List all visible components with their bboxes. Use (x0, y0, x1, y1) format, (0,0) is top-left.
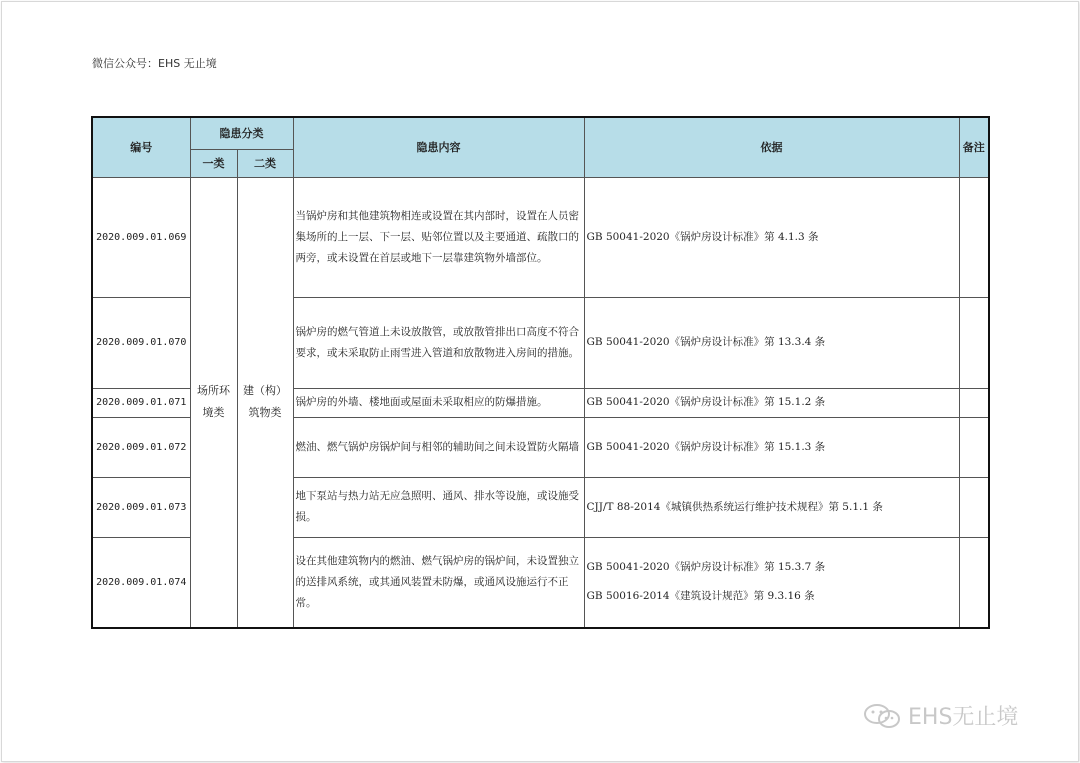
row-code: 2020.009.01.071 (92, 388, 190, 417)
row-content: 锅炉房的外墙、楼地面或屋面未采取相应的防爆措施。 (293, 388, 584, 417)
header-cat2: 二类 (237, 149, 293, 177)
row-content: 地下泵站与热力站无应急照明、通风、排水等设施，或设施受损。 (293, 477, 584, 537)
row-content: 燃油、燃气锅炉房锅炉间与相邻的辅助间之间未设置防火隔墙 (293, 417, 584, 477)
row-basis: GB 50041-2020《锅炉房设计标准》第 15.1.3 条 (584, 417, 959, 477)
row-content: 设在其他建筑物内的燃油、燃气锅炉房的锅炉间，未设置独立的送排风系统，或其通风装置未防爆，或通风设施运行不正常。 (293, 537, 584, 628)
watermark-text: EHS无止境 (908, 705, 1019, 730)
category-level2: 建（构）筑物类 (237, 177, 293, 628)
header-content: 隐患内容 (293, 117, 584, 177)
wechat-icon (862, 702, 902, 730)
row-code: 2020.009.01.072 (92, 417, 190, 477)
row-basis: CJJ/T 88-2014《城镇供热系统运行维护技术规程》第 5.1.1 条 (584, 477, 959, 537)
row-code: 2020.009.01.070 (92, 297, 190, 388)
header-category: 隐患分类 (190, 117, 293, 149)
row-basis: GB 50041-2020《锅炉房设计标准》第 13.3.4 条 (584, 297, 959, 388)
header-cat1: 一类 (190, 149, 237, 177)
row-remark (959, 177, 989, 297)
table-row (92, 177, 989, 297)
watermark (862, 700, 1018, 731)
row-basis: GB 50041-2020《锅炉房设计标准》第 4.1.3 条 (584, 177, 959, 297)
row-remark (959, 477, 989, 537)
row-basis: GB 50041-2020《锅炉房设计标准》第 15.1.2 条 (584, 388, 959, 417)
header-code: 编号 (92, 117, 190, 177)
row-code: 2020.009.01.073 (92, 477, 190, 537)
row-basis: GB 50041-2020《锅炉房设计标准》第 15.3.7 条 GB 50016-2014《建筑设计规范》第 9.3.16 条 (584, 537, 959, 628)
header-note: 微信公众号：EHS 无止境 (92, 57, 217, 70)
hazard-table (91, 116, 990, 629)
row-code: 2020.009.01.069 (92, 177, 190, 297)
row-content: 当锅炉房和其他建筑物相连或设置在其内部时，设置在人员密集场所的上一层、下一层、贴邻位置以及主要通道、疏散口的两旁，或未设置在首层或地下一层靠建筑物外墙部位。 (293, 177, 584, 297)
row-content: 锅炉房的燃气管道上未设放散管，或放散管排出口高度不符合要求，或未采取防止雨雪进入管道和放散物进入房间的措施。 (293, 297, 584, 388)
row-code: 2020.009.01.074 (92, 537, 190, 628)
category-level1: 场所环境类 (190, 177, 237, 628)
row-remark (959, 388, 989, 417)
row-remark (959, 417, 989, 477)
header-remark: 备注 (959, 117, 989, 177)
row-remark (959, 297, 989, 388)
row-remark (959, 537, 989, 628)
header-basis: 依据 (584, 117, 959, 177)
